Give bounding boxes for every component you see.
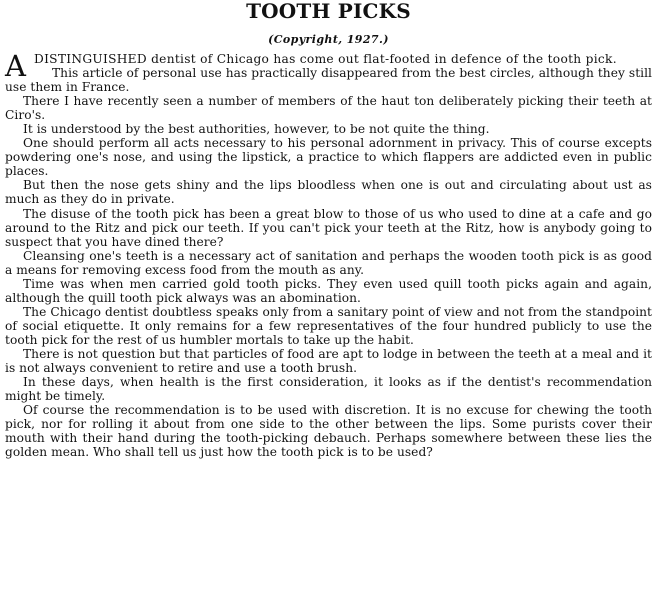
paragraph-6: But then the nose gets shiny and the lips bloodless when one is out and circulating about ust as much as they do in private.	[5, 178, 652, 207]
paragraph-3: There I have recently seen a number of members of the haut ton deliberately picking their teeth at Ciro's.	[5, 94, 652, 123]
paragraph-4: It is understood by the best authorities, however, to be not quite the thing.	[23, 122, 490, 137]
paragraph-7: The disuse of the tooth pick has been a great blow to those of us who used to dine at a cafe and go around to the Ritz and pick our teeth. If you can't pick your teeth at the Ritz, how is anybody going to suspect that you have dined there?	[5, 206, 652, 249]
paragraph-10: The Chicago dentist doubtless speaks only from a sanitary point of view and not from the standpoint of social etiquette. It only remains for a few representatives of the four hundred publicly to use the tooth pick for the rest of us humbler mortals to take up the habit.	[5, 304, 652, 347]
paragraph-13: Of course the recommendation is to be used with discretion. It is no excuse for chewing the tooth pick, nor for rolling it about from one side to the other between the lips. Some purists cover their mouth with their hand during the tooth-picking debauch. Perhaps somewhere between these lies the golden mean. Who shall tell us just how the tooth pick is to be used?	[5, 403, 652, 460]
paragraph-12: In these days, when health is the first consideration, it looks as if the dentist's recommendation might be timely.	[5, 375, 652, 404]
copyright-line: (Copyright, 1927.)	[268, 33, 389, 46]
article-body	[5, 49, 652, 460]
drop-cap: A	[5, 49, 26, 83]
paragraph-2: This article of personal use has practically disappeared from the best circles, although they still use them in France.	[5, 66, 652, 95]
paragraph-5: One should perform all acts necessary to his personal adornment in privacy. This of course excepts powdering one's nose, and using the lipstick, a practice to which flappers are addicted even in public places.	[5, 136, 652, 179]
paragraph-9: Time was when men carried gold tooth picks. They even used quill tooth picks again and again, although the quill tooth pick always was an abomination.	[5, 276, 652, 305]
article-headline: TOOTH PICKS	[246, 0, 411, 23]
paragraph-1-text: DISTINGUISHED dentist of Chicago has come out flat-footed in defence of the tooth pick.	[34, 52, 617, 66]
paragraph-11: There is not question but that particles of food are apt to lodge in between the teeth at a meal and it is not always convenient to retire and use a tooth brush.	[5, 346, 652, 376]
paragraph-8: Cleansing one's teeth is a necessary act of sanitation and perhaps the wooden tooth pick is as good a means for removing excess food from the mouth as any.	[5, 248, 652, 277]
